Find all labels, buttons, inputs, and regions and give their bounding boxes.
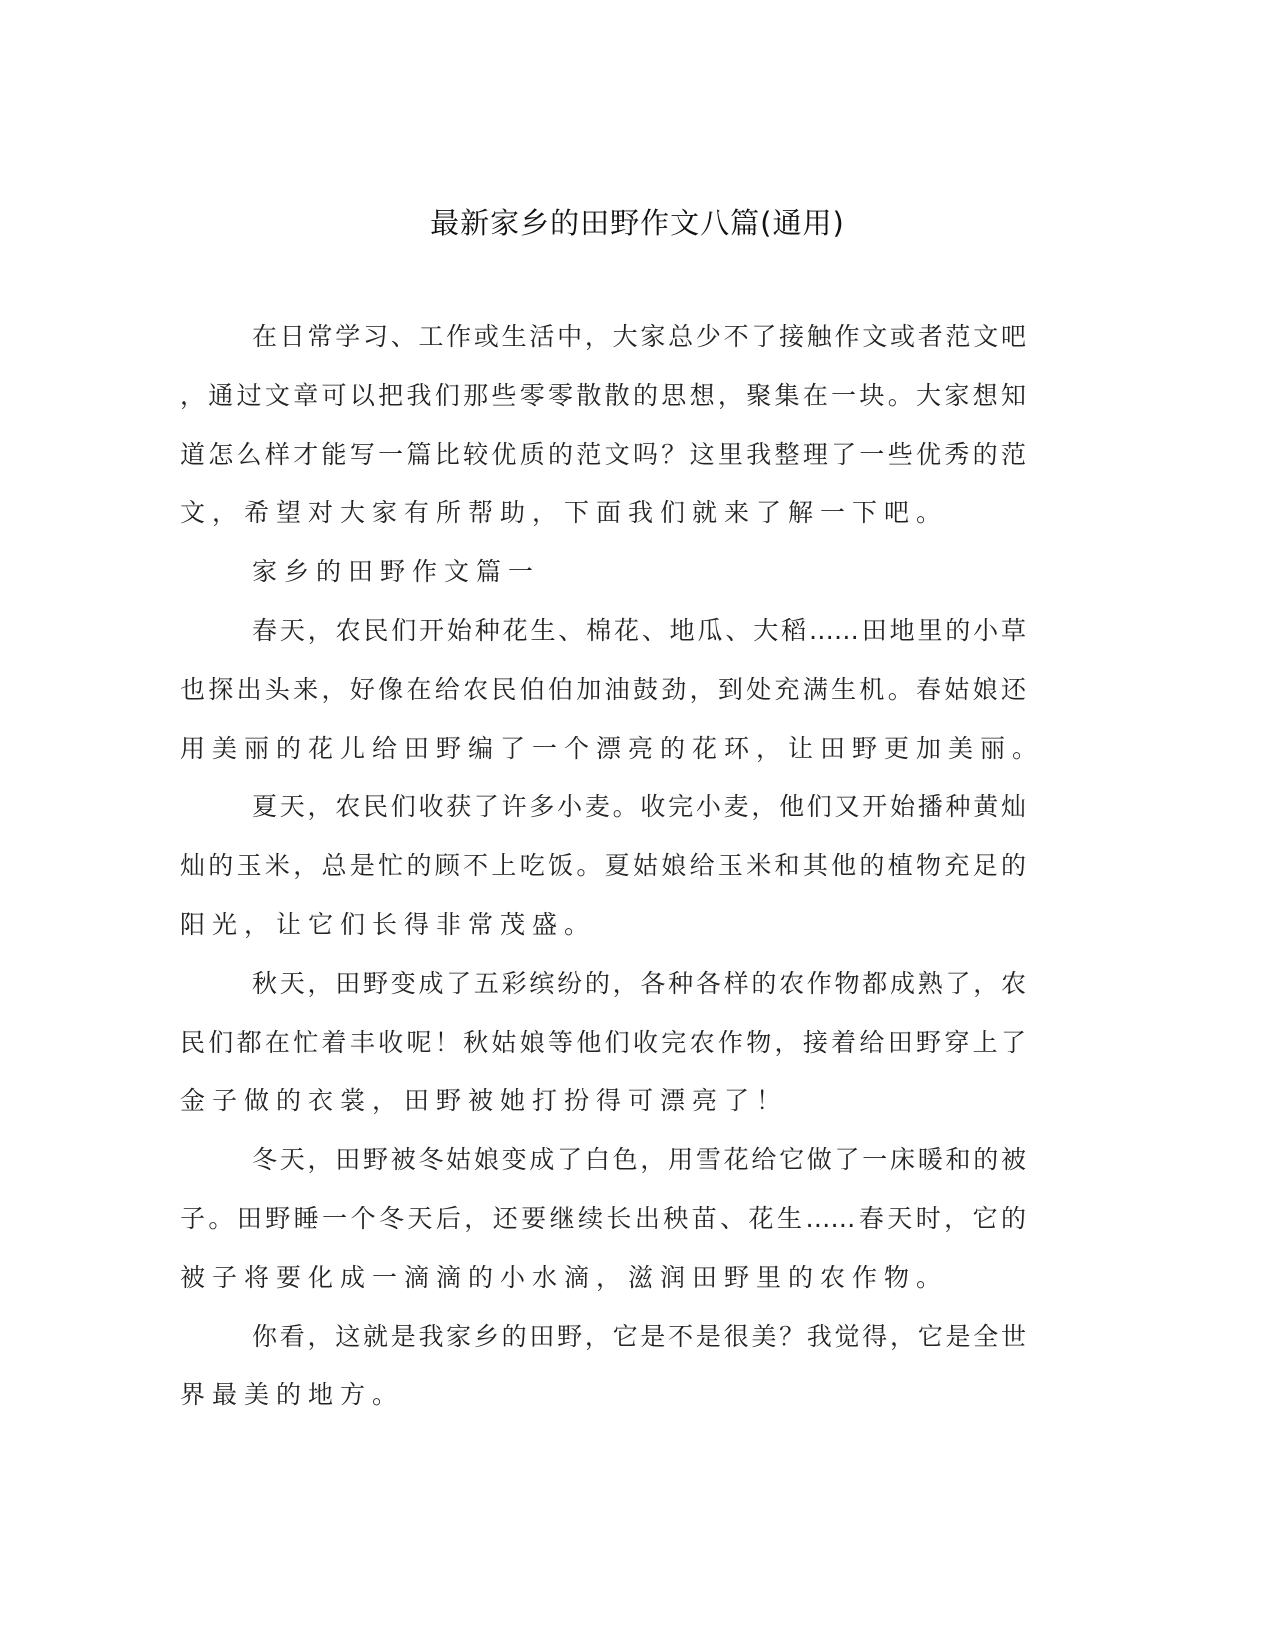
paragraph-3-line-3: 用美丽的花儿给田野编了一个漂亮的花环，让田野更加美丽。: [180, 733, 1045, 763]
paragraph-4-line-1: 夏天，农民们收获了许多小麦。收完小麦，他们又开始播种黄灿: [252, 792, 1026, 822]
paragraph-1-line-2: ，通过文章可以把我们那些零零散散的思想，聚集在一块。大家想知: [180, 380, 1026, 410]
document-title: 最新家乡的田野作文八篇(通用): [430, 206, 845, 240]
paragraph-6-line-3: 被子将要化成一滴滴的小水滴，滋润田野里的农作物。: [180, 1262, 949, 1292]
paragraph-4-line-2: 灿的玉米，总是忙的顾不上吃饭。夏姑娘给玉米和其他的植物充足的: [180, 851, 1026, 881]
paragraph-1-line-3: 道怎么样才能写一篇比较优质的范文吗？这里我整理了一些优秀的范: [180, 439, 1026, 469]
paragraph-1-line-4: 文，希望对大家有所帮助，下面我们就来了解一下吧。: [180, 498, 949, 528]
document-body: [180, 321, 1045, 1438]
paragraph-4-line-3: 阳光，让它们长得非常茂盛。: [180, 909, 597, 939]
paragraph-2-line-1: 家乡的田野作文篇一: [252, 557, 541, 587]
paragraph-5-line-2: 民们都在忙着丰收呢！秋姑娘等他们收完农作物，接着给田野穿上了: [180, 1027, 1026, 1057]
paragraph-5-line-3: 金子做的衣裳，田野被她打扮得可漂亮了！: [180, 1086, 789, 1116]
paragraph-6-line-1: 冬天，田野被冬姑娘变成了白色，用雪花给它做了一床暖和的被: [252, 1145, 1026, 1175]
paragraph-3-line-1: 春天，农民们开始种花生、棉花、地瓜、大稻……田地里的小草: [252, 615, 1026, 645]
paragraph-3-line-2: 也探出头来，好像在给农民伯伯加油鼓劲，到处充满生机。春姑娘还: [180, 674, 1026, 704]
paragraph-1-line-1: 在日常学习、工作或生活中，大家总少不了接触作文或者范文吧: [252, 322, 1026, 351]
paragraph-6-line-2: 子。田野睡一个冬天后，还要继续长出秧苗、花生……春天时，它的: [180, 1203, 1026, 1233]
paragraph-7-line-2: 界最美的地方。: [180, 1380, 405, 1410]
paragraph-5-line-1: 秋天，田野变成了五彩缤纷的，各种各样的农作物都成熟了，农: [252, 968, 1026, 998]
paragraph-7-line-1: 你看，这就是我家乡的田野，它是不是很美？我觉得，它是全世: [252, 1321, 1026, 1351]
